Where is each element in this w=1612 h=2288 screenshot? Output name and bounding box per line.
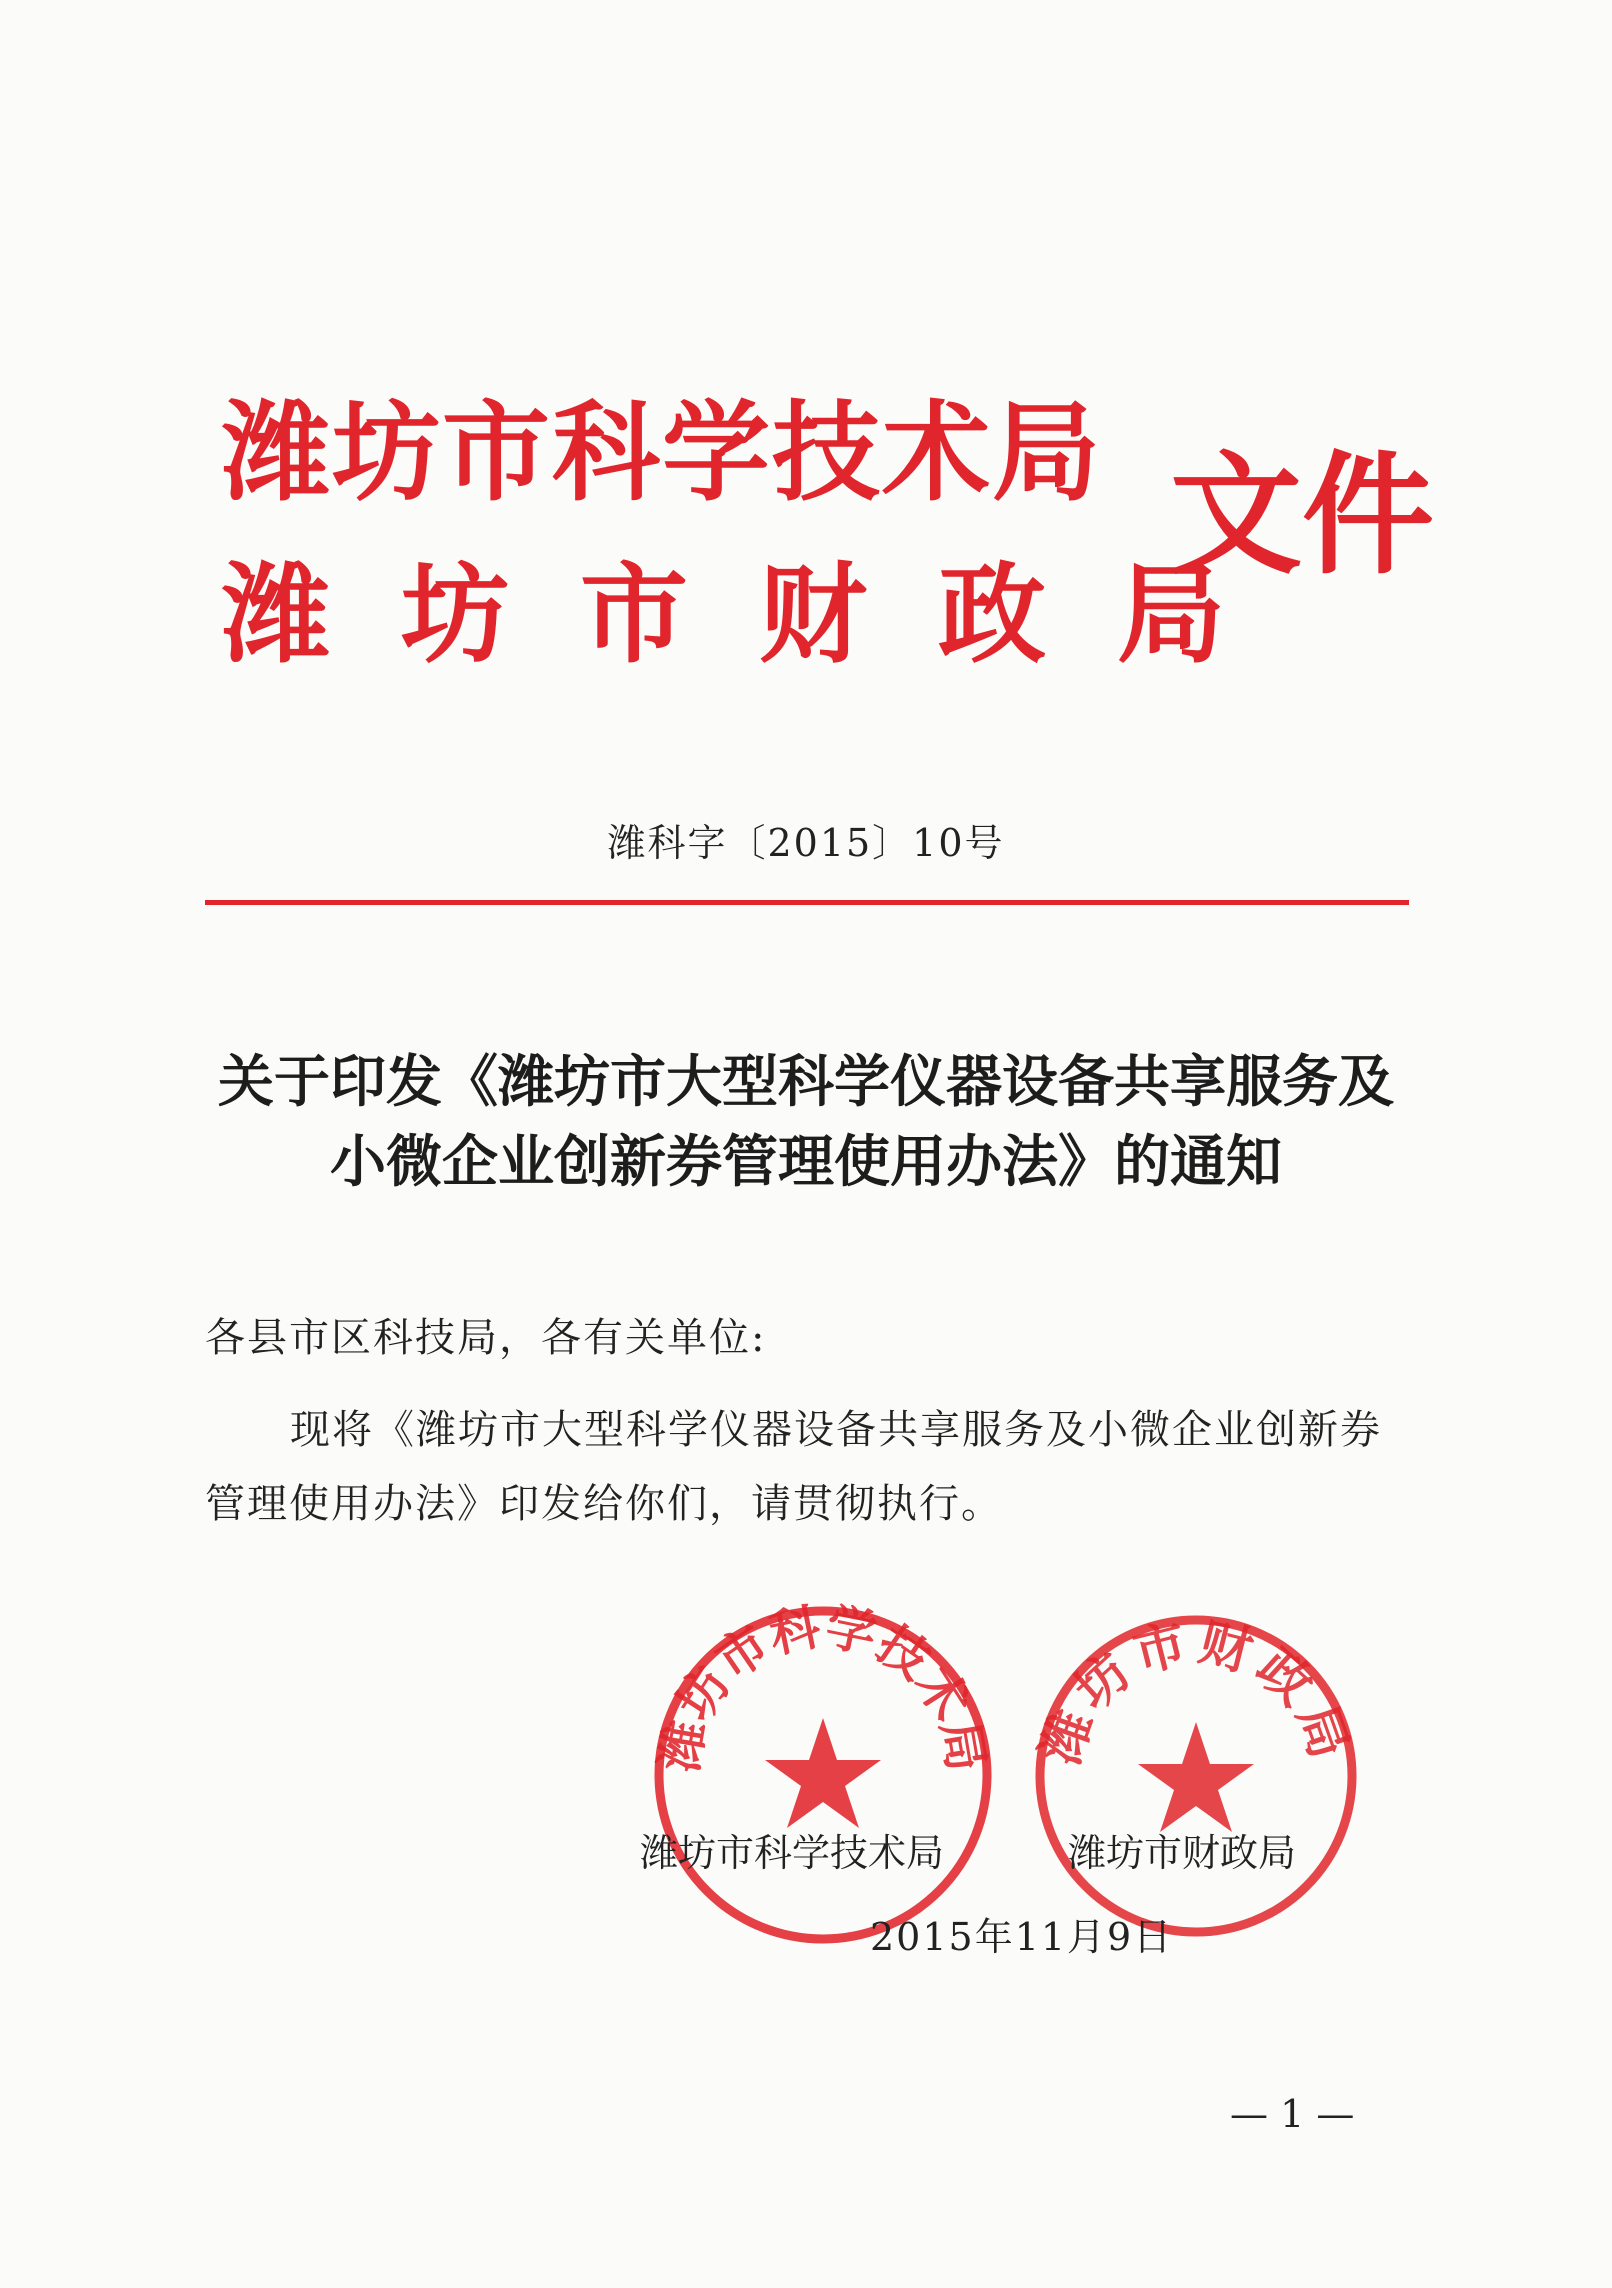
red-separator-line <box>205 900 1409 905</box>
svg-text:潍坊市财政局: 潍坊市财政局 <box>1030 1612 1362 1772</box>
signature-issuer-science: 潍坊市科学技术局 <box>640 1831 945 1875</box>
letterhead-org-finance: 潍坊市财政局 <box>222 553 1297 678</box>
issue-date: 2015年11月9日 <box>870 1915 1174 1959</box>
letterhead-doc-type: 文件 <box>1170 439 1434 593</box>
salutation: 各县市区科技局，各有关单位: <box>205 1315 767 1361</box>
svg-text:潍坊市科学技术局: 潍坊市科学技术局 <box>650 1600 996 1776</box>
document-number: 潍科字〔2015〕10号 <box>607 821 1005 865</box>
signature-issuer-finance: 潍坊市财政局 <box>1068 1831 1297 1875</box>
seal-science-bureau-icon <box>648 1600 998 1950</box>
body-paragraph-line-2: 管理使用办法》印发给你们，请贯彻执行。 <box>205 1481 1003 1527</box>
letterhead-org-science: 潍坊市科学技术局 <box>222 391 1103 516</box>
title-line-1: 关于印发《潍坊市大型科学仪器设备共享服务及 <box>218 1050 1394 1115</box>
body-paragraph-line-1: 现将《潍坊市大型科学仪器设备共享服务及小微企业创新券 <box>290 1407 1382 1453</box>
seal-finance-bureau-icon <box>1030 1610 1362 1942</box>
title-line-2: 小微企业创新券管理使用办法》的通知 <box>330 1130 1282 1195</box>
page-number: — 1 — <box>1230 2092 1355 2136</box>
